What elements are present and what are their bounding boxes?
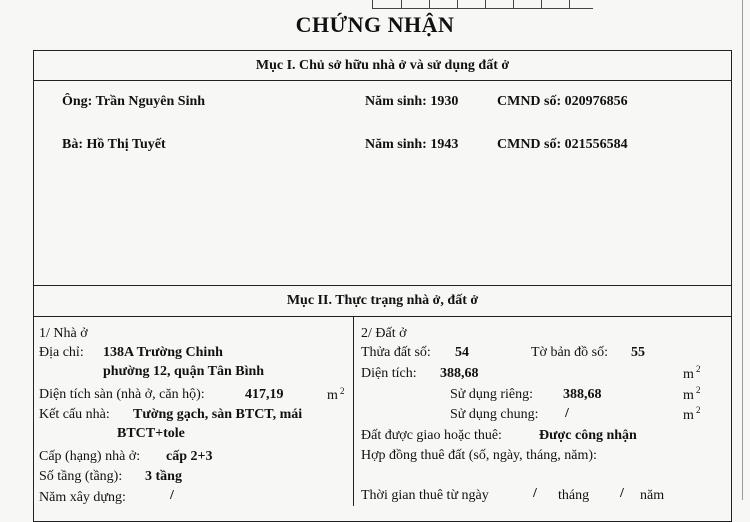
map-sheet-value: 55 bbox=[631, 345, 645, 360]
land-area-value: 388,68 bbox=[440, 366, 479, 381]
lease-month-label: tháng bbox=[558, 488, 590, 503]
owner-1-name: Ông: Trần Nguyên Sinh bbox=[62, 94, 206, 109]
column-divider bbox=[353, 316, 354, 506]
floor-area-value: 417,19 bbox=[245, 387, 284, 402]
owner-2-id-number: CMND số: 021556584 bbox=[497, 137, 628, 152]
section2-heading: Mục II. Thực trạng nhà ở, đất ở bbox=[286, 293, 479, 308]
owner-1-id-number: CMND số: 020976856 bbox=[497, 94, 628, 109]
owner-1-birth-year: Năm sinh: 1930 bbox=[365, 94, 459, 109]
shared-use-unit-sup: 2 bbox=[696, 405, 701, 415]
land-area-unit: m bbox=[683, 367, 694, 382]
private-use-unit: m bbox=[683, 388, 694, 403]
floors-value: 3 tầng bbox=[145, 469, 182, 484]
floor-area-unit-sup: 2 bbox=[340, 386, 345, 396]
structure-label: Kết cấu nhà: bbox=[39, 407, 110, 422]
lease-contract-label: Hợp đồng thuê đất (số, ngày, tháng, năm): bbox=[361, 448, 597, 463]
section2-top-rule bbox=[33, 285, 732, 286]
address-label: Địa chỉ: bbox=[39, 345, 84, 360]
address-line-2: phường 12, quận Tân Bình bbox=[103, 364, 265, 379]
page-edge bbox=[742, 0, 743, 500]
land-area-unit-sup: 2 bbox=[696, 364, 701, 374]
lease-year-label: năm bbox=[640, 488, 665, 503]
plot-label: Thửa đất số: bbox=[361, 345, 431, 360]
document-title: CHỨNG NHẬN bbox=[295, 12, 455, 37]
lease-month-value: / bbox=[620, 486, 624, 501]
shared-use-unit: m bbox=[683, 408, 694, 423]
floor-area-unit: m bbox=[327, 388, 338, 403]
private-use-value: 388,68 bbox=[563, 387, 602, 402]
top-form-grid bbox=[372, 0, 593, 9]
plot-value: 54 bbox=[455, 345, 469, 360]
grade-label: Cấp (hạng) nhà ở: bbox=[39, 449, 141, 464]
private-use-unit-sup: 2 bbox=[696, 385, 701, 395]
shared-use-value: / bbox=[565, 406, 569, 421]
floor-area-label: Diện tích sàn (nhà ở, căn hộ): bbox=[39, 387, 205, 402]
address-line-1: 138A Trường Chinh bbox=[103, 345, 223, 360]
allocation-value: Được công nhận bbox=[539, 428, 637, 443]
section1-heading: Mục I. Chủ sở hữu nhà ở và sử dụng đất ở bbox=[255, 58, 510, 73]
owner-2-birth-year: Năm sinh: 1943 bbox=[365, 137, 459, 152]
section2-heading-rule bbox=[33, 316, 732, 317]
allocation-label: Đất được giao hoặc thuê: bbox=[361, 428, 502, 443]
year-value: / bbox=[170, 488, 174, 503]
owner-2-name: Bà: Hồ Thị Tuyết bbox=[62, 137, 166, 152]
structure-line-1: Tường gạch, sàn BTCT, mái bbox=[133, 407, 303, 422]
structure-line-2: BTCT+tole bbox=[117, 426, 185, 441]
shared-use-label: Sử dụng chung: bbox=[450, 407, 539, 422]
private-use-label: Sử dụng riêng: bbox=[450, 387, 534, 402]
land-header: 2/ Đất ở bbox=[361, 326, 407, 341]
house-header: 1/ Nhà ở bbox=[39, 326, 88, 341]
lease-period-label: Thời gian thuê từ ngày bbox=[361, 488, 489, 503]
land-area-label: Diện tích: bbox=[361, 366, 417, 381]
map-sheet-label: Tờ bản đồ số: bbox=[531, 345, 609, 360]
year-label: Năm xây dựng: bbox=[39, 490, 126, 505]
lease-day-value: / bbox=[533, 486, 537, 501]
grade-value: cấp 2+3 bbox=[166, 449, 213, 464]
section1-heading-rule bbox=[33, 80, 732, 81]
floors-label: Số tầng (tầng): bbox=[39, 469, 123, 484]
